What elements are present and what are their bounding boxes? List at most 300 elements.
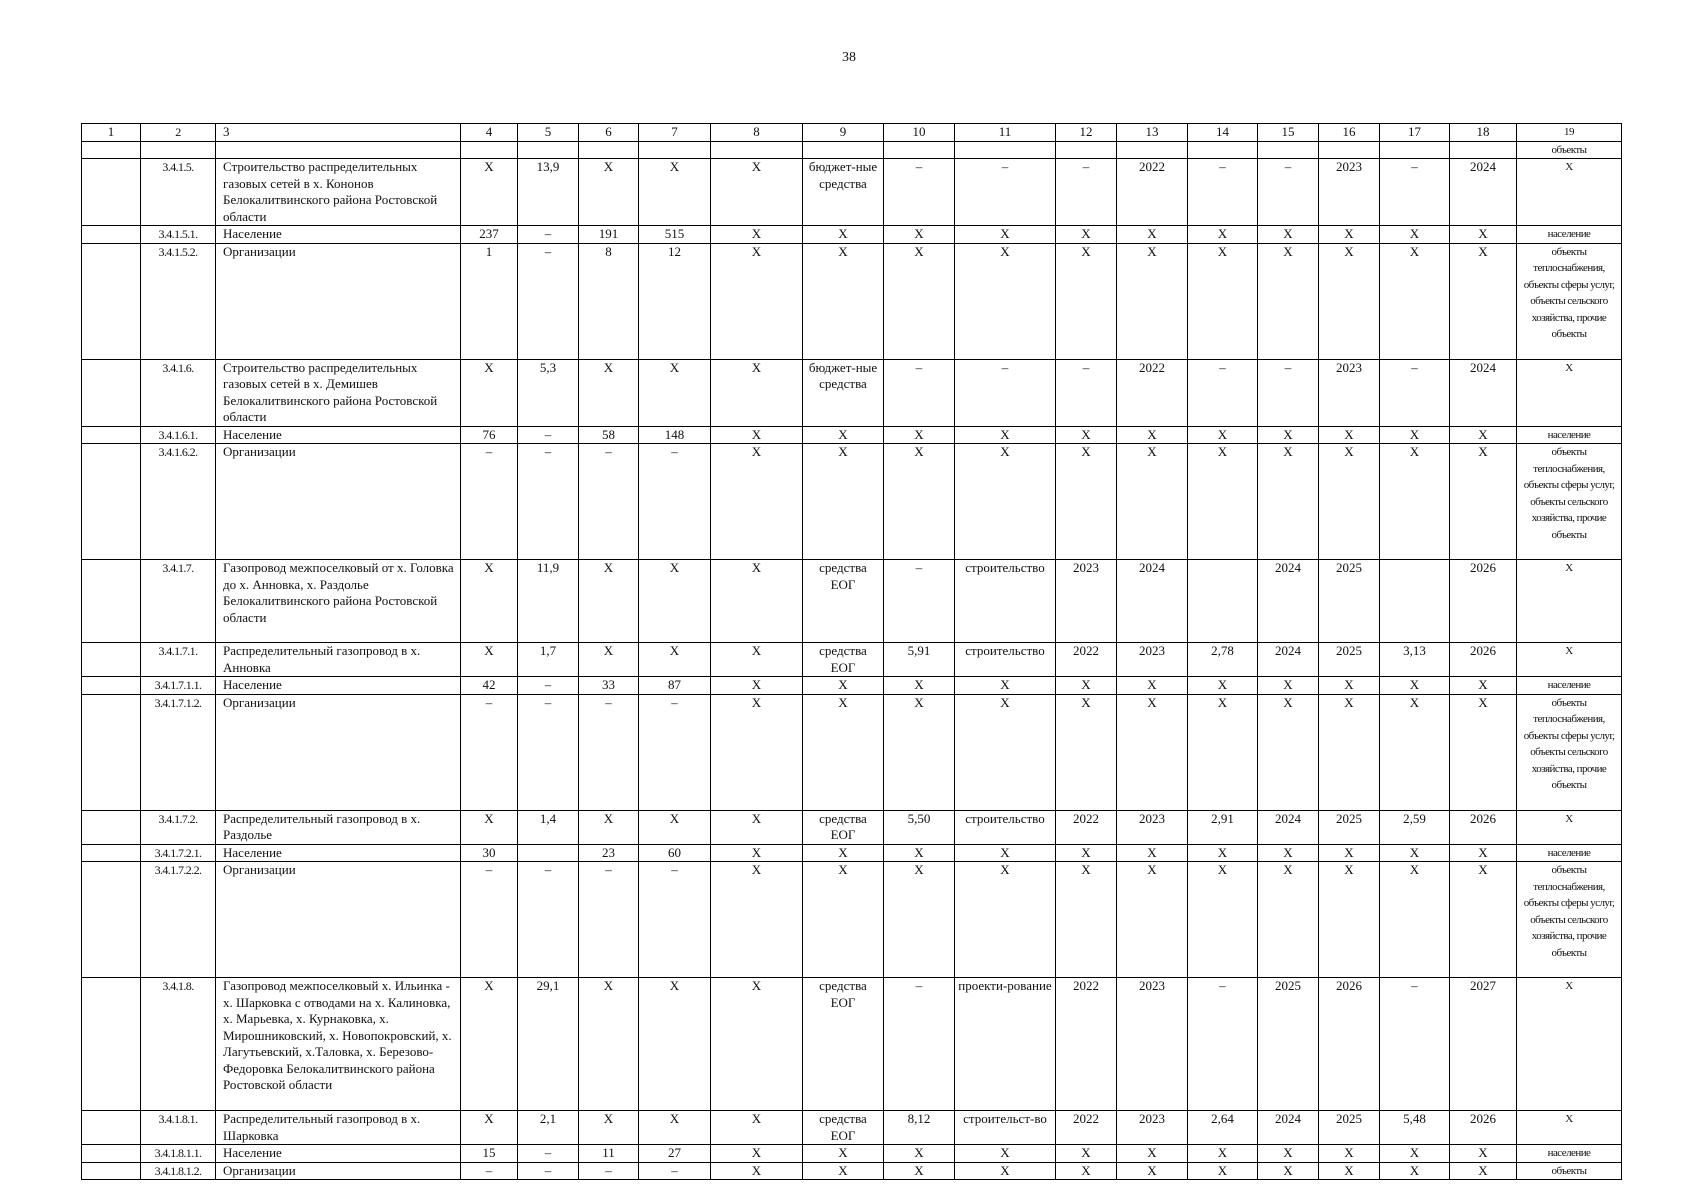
table-cell: X: [1188, 1162, 1258, 1180]
table-cell: X: [1319, 1145, 1380, 1163]
table-cell: –: [579, 862, 639, 978]
table-cell: X: [1188, 1145, 1258, 1163]
table-cell: 2,59: [1380, 810, 1450, 844]
table-cell: 2024: [1117, 560, 1188, 643]
table-cell: [82, 1111, 141, 1145]
table-cell: 5,3: [518, 359, 579, 426]
table-cell: 2024: [1258, 560, 1319, 643]
table-cell: 60: [639, 844, 711, 862]
table-row: [82, 810, 1622, 844]
table-cell: –: [518, 426, 579, 444]
table-cell: X: [1056, 444, 1117, 560]
table-row: [82, 1145, 1622, 1163]
table-cell: X: [1319, 844, 1380, 862]
table-cell: 2026: [1450, 643, 1517, 677]
table-cell: [82, 226, 141, 244]
table-row: [82, 978, 1622, 1111]
table-cell: X: [1258, 243, 1319, 359]
table-cell: X: [1258, 677, 1319, 695]
table-cell: 5,91: [884, 643, 955, 677]
table-cell: 2024: [1258, 1111, 1319, 1145]
header-cell: 4: [461, 124, 518, 142]
table-cell: X: [579, 810, 639, 844]
table-cell: 2025: [1319, 560, 1380, 643]
table-cell: X: [1380, 226, 1450, 244]
table-cell: [1188, 560, 1258, 643]
table-cell: бюджет-ные средства: [803, 159, 884, 226]
page-number: 38: [842, 50, 856, 65]
table-cell: 2022: [1056, 978, 1117, 1111]
table-cell: –: [518, 243, 579, 359]
table-cell: 2022: [1056, 810, 1117, 844]
table-cell: X: [1056, 694, 1117, 810]
table-cell: объекты теплоснабжения, объекты сферы услуг, объекты сельского хозяйства, прочие объекты: [1517, 862, 1622, 978]
table-cell: X: [1188, 226, 1258, 244]
table-cell: X: [711, 978, 803, 1111]
table-cell: Население: [216, 1145, 461, 1163]
header-cell: 1: [82, 124, 141, 142]
table-cell: [82, 560, 141, 643]
table-cell: 5,48: [1380, 1111, 1450, 1145]
header-cell: 6: [579, 124, 639, 142]
table-cell: [82, 677, 141, 695]
table-cell: 3.4.1.8.1.2.: [141, 1162, 216, 1180]
table-cell: 11: [579, 1145, 639, 1163]
table-cell: 515: [639, 226, 711, 244]
table-cell: 2,91: [1188, 810, 1258, 844]
table-cell: X: [711, 1145, 803, 1163]
table-cell: 237: [461, 226, 518, 244]
table-cell: 5,50: [884, 810, 955, 844]
table-cell: X: [955, 1162, 1056, 1180]
table-cell: X: [1188, 862, 1258, 978]
table-cell: 3.4.1.8.: [141, 978, 216, 1111]
table-cell: 2022: [1117, 359, 1188, 426]
table-cell: X: [1258, 444, 1319, 560]
table-cell: X: [884, 426, 955, 444]
table-cell: 2026: [1450, 560, 1517, 643]
table-cell: 2025: [1258, 978, 1319, 1111]
table-cell: X: [803, 694, 884, 810]
table-cell: –: [518, 677, 579, 695]
table-cell: [82, 862, 141, 978]
table-cell: Строительство распределительных газовых сетей в х. Кононов Белокалитвинского района Ростовской области: [216, 159, 461, 226]
table-cell: X: [1450, 694, 1517, 810]
table-cell: X: [1056, 243, 1117, 359]
table-cell: 1,7: [518, 643, 579, 677]
table-cell: –: [1258, 159, 1319, 226]
table-cell: X: [884, 1162, 955, 1180]
table-cell: 2024: [1450, 159, 1517, 226]
table-cell: –: [955, 159, 1056, 226]
table-cell: X: [1319, 694, 1380, 810]
table-cell: Газопровод межпоселковый от х. Головка до х. Анновка, х. Раздолье Белокалитвинского района Ростовской области: [216, 560, 461, 643]
table-cell: [82, 359, 141, 426]
table-cell: X: [1380, 844, 1450, 862]
table-cell: X: [955, 862, 1056, 978]
header-cell: 2: [141, 124, 216, 142]
table-cell: 3.4.1.7.1.2.: [141, 694, 216, 810]
table-cell: –: [579, 444, 639, 560]
table-cell: [1258, 141, 1319, 159]
table-cell: X: [1117, 444, 1188, 560]
table-cell: 23: [579, 844, 639, 862]
table-cell: [82, 694, 141, 810]
table-cell: X: [884, 1145, 955, 1163]
table-cell: 2,1: [518, 1111, 579, 1145]
table-cell: X: [579, 978, 639, 1111]
table-cell: –: [461, 1162, 518, 1180]
table-cell: X: [803, 426, 884, 444]
table-cell: X: [884, 694, 955, 810]
table-cell: [82, 643, 141, 677]
table-cell: объекты: [1517, 1162, 1622, 1180]
table-cell: X: [711, 560, 803, 643]
header-cell: 16: [1319, 124, 1380, 142]
table-cell: X: [639, 978, 711, 1111]
table-cell: [884, 141, 955, 159]
table-cell: объекты теплоснабжения, объекты сферы услуг, объекты сельского хозяйства, прочие объекты: [1517, 444, 1622, 560]
table-cell: [1188, 141, 1258, 159]
table-cell: [1380, 560, 1450, 643]
table-cell: X: [1117, 1162, 1188, 1180]
table-cell: X: [1056, 226, 1117, 244]
header-cell: 19: [1517, 124, 1622, 142]
table-cell: X: [1517, 978, 1622, 1111]
table-cell: 2,78: [1188, 643, 1258, 677]
table-cell: X: [711, 226, 803, 244]
table-cell: 3.4.1.7.1.: [141, 643, 216, 677]
table-cell: 33: [579, 677, 639, 695]
header-cell: 3: [216, 124, 461, 142]
table-cell: –: [461, 862, 518, 978]
table-cell: [82, 243, 141, 359]
table-cell: [461, 141, 518, 159]
table-cell: [518, 141, 579, 159]
table-cell: –: [461, 444, 518, 560]
table-cell: X: [1450, 226, 1517, 244]
table-cell: объекты теплоснабжения, объекты сферы услуг, объекты сельского хозяйства, прочие объекты: [1517, 694, 1622, 810]
table-cell: Организации: [216, 694, 461, 810]
table-cell: –: [884, 978, 955, 1111]
table-cell: X: [955, 1145, 1056, 1163]
table-cell: X: [1056, 426, 1117, 444]
table-cell: –: [1056, 359, 1117, 426]
table-cell: X: [1517, 560, 1622, 643]
table-cell: X: [461, 810, 518, 844]
table-cell: 2023: [1319, 159, 1380, 226]
table-cell: 3,13: [1380, 643, 1450, 677]
table-cell: 76: [461, 426, 518, 444]
table-row: [82, 1111, 1622, 1145]
table-cell: –: [1380, 159, 1450, 226]
table-cell: X: [711, 1162, 803, 1180]
table-cell: –: [1380, 978, 1450, 1111]
table-cell: –: [639, 694, 711, 810]
table-cell: –: [1188, 978, 1258, 1111]
table-cell: X: [579, 359, 639, 426]
table-cell: объекты: [1517, 141, 1622, 159]
table-cell: –: [518, 1145, 579, 1163]
table-row: [82, 844, 1622, 862]
table-cell: Организации: [216, 1162, 461, 1180]
table-cell: –: [518, 226, 579, 244]
table-cell: –: [884, 560, 955, 643]
table-cell: Население: [216, 226, 461, 244]
table-cell: 3.4.1.5.2.: [141, 243, 216, 359]
table-row: [82, 426, 1622, 444]
table-cell: X: [955, 426, 1056, 444]
table-cell: –: [1056, 159, 1117, 226]
table-cell: 3.4.1.5.: [141, 159, 216, 226]
table-row: [82, 694, 1622, 810]
table-cell: Распределительный газопровод в х. Шарковка: [216, 1111, 461, 1145]
table-cell: Распределительный газопровод в х. Раздолье: [216, 810, 461, 844]
table-cell: Население: [216, 677, 461, 695]
table-cell: 15: [461, 1145, 518, 1163]
table-cell: 3.4.1.7.2.2.: [141, 862, 216, 978]
table-cell: [803, 141, 884, 159]
table-cell: X: [1319, 426, 1380, 444]
table-cell: X: [711, 677, 803, 695]
table-cell: X: [1380, 243, 1450, 359]
table-cell: X: [1188, 243, 1258, 359]
table-cell: X: [1450, 844, 1517, 862]
table-cell: X: [711, 444, 803, 560]
table-cell: 2024: [1258, 810, 1319, 844]
table-cell: средства ЕОГ: [803, 810, 884, 844]
table-cell: X: [955, 694, 1056, 810]
table-cell: X: [884, 677, 955, 695]
table-cell: X: [639, 1111, 711, 1145]
table-row: [82, 359, 1622, 426]
table-cell: X: [1319, 226, 1380, 244]
table-cell: 2023: [1117, 978, 1188, 1111]
table-cell: 11,9: [518, 560, 579, 643]
table-cell: X: [1319, 444, 1380, 560]
table-cell: объекты теплоснабжения, объекты сферы услуг, объекты сельского хозяйства, прочие объекты: [1517, 243, 1622, 359]
table-cell: 2023: [1117, 643, 1188, 677]
table-cell: 3.4.1.6.2.: [141, 444, 216, 560]
table-cell: –: [518, 694, 579, 810]
table-cell: –: [461, 694, 518, 810]
table-cell: X: [884, 444, 955, 560]
table-cell: Организации: [216, 243, 461, 359]
table-cell: 3.4.1.8.1.1.: [141, 1145, 216, 1163]
table-cell: X: [461, 1111, 518, 1145]
table-cell: [82, 978, 141, 1111]
table-cell: 3.4.1.8.1.: [141, 1111, 216, 1145]
table-cell: X: [1517, 810, 1622, 844]
table-cell: –: [518, 1162, 579, 1180]
table-cell: –: [1380, 359, 1450, 426]
table-cell: [579, 141, 639, 159]
table-cell: 2023: [1056, 560, 1117, 643]
table-cell: X: [1380, 862, 1450, 978]
table-cell: X: [1517, 1111, 1622, 1145]
table-cell: [141, 141, 216, 159]
table-cell: 2023: [1319, 359, 1380, 426]
table-cell: Население: [216, 844, 461, 862]
table-cell: X: [1258, 1145, 1319, 1163]
table-cell: X: [1450, 862, 1517, 978]
table-cell: 13,9: [518, 159, 579, 226]
table-cell: X: [1450, 426, 1517, 444]
table-row: [82, 560, 1622, 643]
table-cell: X: [1117, 426, 1188, 444]
table-cell: X: [1517, 359, 1622, 426]
header-cell: 15: [1258, 124, 1319, 142]
table-cell: X: [461, 978, 518, 1111]
header-cell: 8: [711, 124, 803, 142]
table-cell: X: [461, 159, 518, 226]
table-cell: 2024: [1450, 359, 1517, 426]
table-cell: –: [1258, 359, 1319, 426]
table-cell: X: [1258, 426, 1319, 444]
table-cell: Организации: [216, 444, 461, 560]
table-cell: 2026: [1450, 1111, 1517, 1145]
table-cell: X: [1517, 159, 1622, 226]
table-cell: X: [711, 862, 803, 978]
gasification-table: [81, 123, 1622, 1180]
table-cell: средства ЕОГ: [803, 560, 884, 643]
table-cell: X: [1117, 1145, 1188, 1163]
table-cell: X: [711, 359, 803, 426]
table-cell: X: [711, 694, 803, 810]
table-cell: 2025: [1319, 810, 1380, 844]
table-cell: [82, 444, 141, 560]
table-cell: 2025: [1319, 643, 1380, 677]
table-cell: Строительство распределительных газовых сетей в х. Демишев Белокалитвинского района Ростовской области: [216, 359, 461, 426]
table-cell: X: [803, 243, 884, 359]
table-cell: Распределительный газопровод в х. Анновка: [216, 643, 461, 677]
table-cell: X: [461, 643, 518, 677]
table-cell: X: [1258, 844, 1319, 862]
table-cell: 1,4: [518, 810, 579, 844]
table-cell: X: [803, 1162, 884, 1180]
table-cell: 2022: [1056, 1111, 1117, 1145]
table-cell: X: [711, 159, 803, 226]
table-cell: X: [711, 426, 803, 444]
table-cell: [1117, 141, 1188, 159]
table-cell: X: [803, 226, 884, 244]
header-cell: 11: [955, 124, 1056, 142]
table-cell: 2023: [1117, 1111, 1188, 1145]
table-cell: X: [884, 243, 955, 359]
table-cell: 3.4.1.6.1.: [141, 426, 216, 444]
table-cell: –: [884, 359, 955, 426]
table-cell: [1450, 141, 1517, 159]
table-cell: средства ЕОГ: [803, 978, 884, 1111]
table-cell: –: [955, 359, 1056, 426]
table-cell: 42: [461, 677, 518, 695]
table-cell: строительство: [955, 643, 1056, 677]
table-cell: –: [639, 862, 711, 978]
table-cell: население: [1517, 226, 1622, 244]
table-cell: [1380, 141, 1450, 159]
table-cell: [82, 1162, 141, 1180]
table-cell: X: [803, 844, 884, 862]
header-cell: 18: [1450, 124, 1517, 142]
table-cell: средства ЕОГ: [803, 1111, 884, 1145]
table-cell: X: [1517, 643, 1622, 677]
table-cell: строительст-во: [955, 1111, 1056, 1145]
table-cell: X: [1117, 844, 1188, 862]
header-cell: 13: [1117, 124, 1188, 142]
table-cell: X: [1258, 226, 1319, 244]
table-cell: X: [1188, 426, 1258, 444]
table-cell: X: [639, 359, 711, 426]
table-cell: –: [518, 444, 579, 560]
table-cell: 3.4.1.7.2.: [141, 810, 216, 844]
table-cell: 148: [639, 426, 711, 444]
header-cell: 17: [1380, 124, 1450, 142]
table-cell: –: [639, 444, 711, 560]
table-cell: X: [803, 677, 884, 695]
table-cell: –: [639, 1162, 711, 1180]
table-cell: X: [955, 677, 1056, 695]
table-cell: X: [579, 1111, 639, 1145]
table-cell: [82, 141, 141, 159]
table-cell: X: [639, 560, 711, 643]
table-cell: X: [1319, 1162, 1380, 1180]
table-cell: Организации: [216, 862, 461, 978]
table-cell: 3.4.1.5.1.: [141, 226, 216, 244]
table-cell: X: [1319, 677, 1380, 695]
table-cell: 2022: [1117, 159, 1188, 226]
table-row: [82, 1162, 1622, 1180]
table-cell: [955, 141, 1056, 159]
table-cell: X: [639, 159, 711, 226]
table-cell: X: [1380, 694, 1450, 810]
table-row: [82, 862, 1622, 978]
table-cell: X: [1056, 677, 1117, 695]
table-cell: [82, 810, 141, 844]
table-cell: [518, 844, 579, 862]
table-cell: X: [1258, 862, 1319, 978]
table-cell: 2026: [1450, 810, 1517, 844]
table-cell: X: [1380, 1145, 1450, 1163]
table-cell: X: [1319, 243, 1380, 359]
table-cell: X: [1258, 694, 1319, 810]
table-row: [82, 444, 1622, 560]
table-row: [82, 677, 1622, 695]
table-cell: X: [1056, 1145, 1117, 1163]
table-cell: X: [955, 243, 1056, 359]
table-cell: [216, 141, 461, 159]
table-cell: 3.4.1.7.: [141, 560, 216, 643]
table-cell: –: [579, 694, 639, 810]
table-cell: строительство: [955, 810, 1056, 844]
table-cell: X: [955, 844, 1056, 862]
table-cell: Газопровод межпоселковый х. Ильинка - х. Шарковка с отводами на х. Калиновка, х. Марьевка, х. Курнаковка, х. Мирошниковский, х. Новопокровский, х. Лагутьевский, х.Таловка, х. Березово-Федоровка Белокалитвинского района Ростовской области: [216, 978, 461, 1111]
table-cell: 2022: [1056, 643, 1117, 677]
table-cell: население: [1517, 844, 1622, 862]
table-cell: [82, 1145, 141, 1163]
table-cell: [711, 141, 803, 159]
table-cell: X: [461, 560, 518, 643]
table-cell: 29,1: [518, 978, 579, 1111]
table-cell: X: [711, 643, 803, 677]
table-cell: X: [1450, 1145, 1517, 1163]
table-cell: X: [1450, 243, 1517, 359]
table-cell: строительство: [955, 560, 1056, 643]
table-cell: бюджет-ные средства: [803, 359, 884, 426]
table-cell: X: [1380, 444, 1450, 560]
table-cell: –: [518, 862, 579, 978]
table-cell: X: [1188, 844, 1258, 862]
table-cell: население: [1517, 1145, 1622, 1163]
